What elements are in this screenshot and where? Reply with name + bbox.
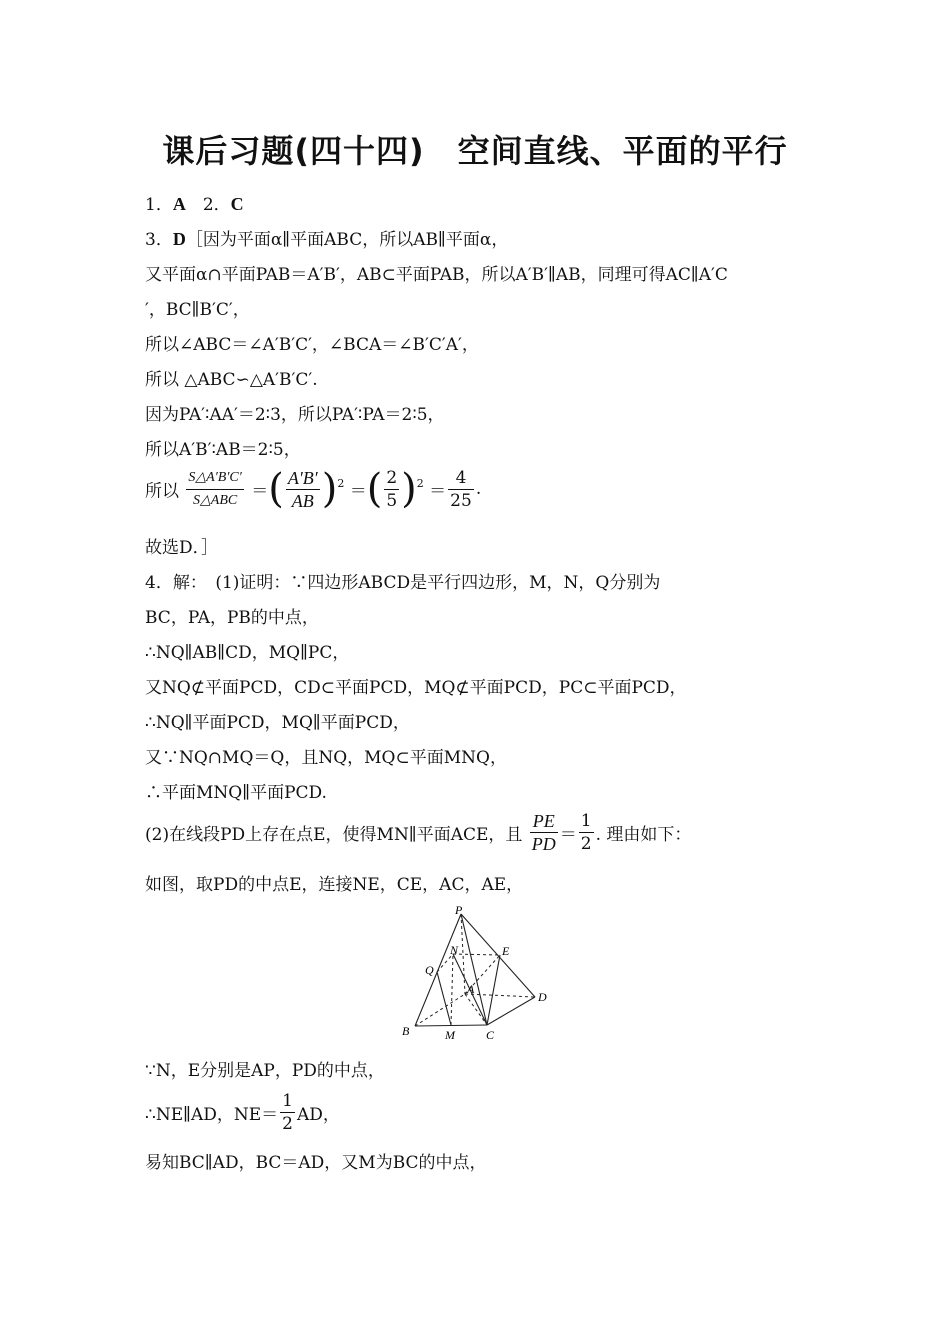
text-line-14: ∴NQ∥AB∥CD，MQ∥PC， (145, 643, 350, 663)
side-ratio-fraction: $\frac{A'B'}{AB}$ (287, 467, 318, 511)
text-line-7: 所以 △ABC∽△A′B′C′. (145, 370, 318, 390)
text-line-9: 所以A′B′∶AB＝2∶5， (145, 440, 301, 460)
half-fraction-2: $\frac{1}{2}$ (282, 1091, 293, 1134)
edge-pc (461, 914, 487, 1025)
answer-line-1: 1．A 2．C (145, 194, 244, 215)
text-line-23: 易知BC∥AD，BC＝AD，又M为BC的中点， (145, 1153, 487, 1173)
edge-cd (487, 997, 535, 1025)
text-line-5: ′，BC∥B′C′， (145, 300, 250, 320)
segment-mn (451, 954, 453, 1025)
area-ratio-fraction: $\frac{S\triangle A'B'C'}{\text{S△ABC}}$ (186, 467, 243, 512)
pe-pd-fraction: $\frac{PE}{PD}$ (531, 811, 556, 854)
label-p: P (455, 903, 463, 917)
segment-ce (487, 955, 500, 1025)
text-line-20: 如图，取PD的中点E，连接NE，CE，AC，AE， (145, 875, 524, 895)
edge-pb (415, 914, 461, 1026)
pyramid-figure (395, 902, 555, 1044)
label-d: D (538, 990, 547, 1004)
label-b: B (402, 1024, 410, 1038)
segment-qm (437, 972, 451, 1025)
edge-ab (415, 994, 465, 1026)
formula-line-22: ∴NE∥AD，NE＝ $\frac{1}{2}$ AD， (145, 1091, 340, 1134)
label-c: C (486, 1028, 495, 1042)
answer-line-3: 3．D［因为平面α∥平面ABC，所以AB∥平面α， (145, 229, 509, 250)
formula-line-10: 所以 $\frac{S\triangle A'B'C'}{\text{S△ABC}}$ ＝( $\frac{A'B'}{AB}$ )$^2$ ＝( $\frac{2}{5}$ )$^2$ ＝ $\frac{4}{25}$ . (145, 466, 482, 512)
segment-ne (453, 954, 500, 955)
edge-ad (465, 994, 535, 997)
label-q: Q (425, 963, 434, 977)
text-line-6: 所以∠ABC＝∠A′B′C′，∠BCA＝∠B′C′A′， (145, 335, 479, 355)
text-line-8: 因为PA′∶AA′＝2∶3，所以PA′∶PA＝2∶5， (145, 405, 445, 425)
text-line-13: BC，PA，PB的中点， (145, 608, 319, 628)
formula-line-19: (2)在线段PD上存在点E，使得MN∥平面ACE，且 $\frac{PE}{PD}$ ＝ $\frac{1}{2}$ . 理由如下： (145, 811, 692, 854)
text-line-18: ∴平面MNQ∥平面PCD. (145, 783, 327, 803)
label-e: E (502, 944, 510, 958)
half-fraction: $\frac{1}{2}$ (580, 811, 592, 854)
result-fraction: $\frac{4}{25}$ (450, 467, 472, 511)
text-line-15: 又NQ⊄平面PCD，CD⊂平面PCD，MQ⊄平面PCD，PC⊂平面PCD， (145, 678, 687, 698)
text-line-17: 又∵NQ∩MQ＝Q，且NQ，MQ⊂平面MNQ， (145, 748, 507, 768)
edge-bc (415, 1025, 487, 1026)
two-fifths-fraction: $\frac{2}{5}$ (386, 467, 398, 511)
label-n: N (450, 943, 459, 957)
text-line-4: 又平面α∩平面PAB＝A′B′，AB⊂平面PAB，所以A′B′∥AB，同理可得AC∥A′C (145, 265, 728, 285)
label-a: A (467, 982, 475, 996)
label-m: M (445, 1028, 455, 1042)
text-line-12: 4．解： (1)证明：∵四边形ABCD是平行四边形，M，N，Q分别为 (145, 573, 661, 593)
text-line-11: 故选D．］ (145, 538, 219, 558)
page-title: 课后习题(四十四) 空间直线、平面的平行 (162, 132, 788, 170)
text-line-16: ∴NQ∥平面PCD，MQ∥平面PCD， (145, 713, 410, 733)
text-line-21: ∵N，E分别是AP，PD的中点， (145, 1061, 385, 1081)
